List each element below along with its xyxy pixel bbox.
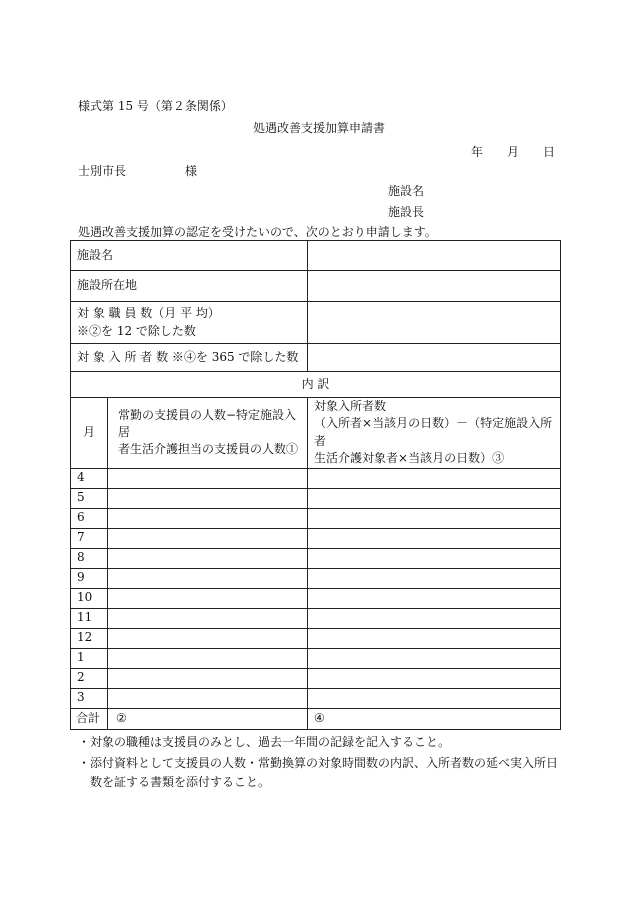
- table-row: [71, 488, 561, 508]
- breakdown-header-row: [71, 372, 561, 398]
- resident-cell[interactable]: [308, 608, 561, 628]
- month-cell: 8: [71, 548, 108, 568]
- total-staff-cell[interactable]: ②: [108, 708, 308, 729]
- month-cell: 6: [71, 508, 108, 528]
- date-year: 年: [471, 145, 484, 159]
- month-cell: 10: [71, 588, 108, 608]
- table-row: [71, 528, 561, 548]
- resident-cell[interactable]: [308, 688, 561, 708]
- month-cell: 12: [71, 628, 108, 648]
- resident-cell[interactable]: [308, 488, 561, 508]
- table-row: [71, 568, 561, 588]
- staff-cell[interactable]: [108, 568, 308, 588]
- staff-cell[interactable]: [108, 468, 308, 488]
- resident-column-header-line3: 生活介護対象者×当該月の日数）③: [314, 451, 505, 466]
- resident-cell[interactable]: [308, 648, 561, 668]
- facility-address-field[interactable]: [308, 271, 561, 302]
- staff-count-row: [71, 302, 561, 344]
- resident-cell[interactable]: [308, 668, 561, 688]
- month-column-header: 月: [71, 398, 108, 469]
- month-cell: 11: [71, 608, 108, 628]
- table-row: [71, 648, 561, 668]
- column-header-row: [71, 398, 561, 469]
- resident-cell[interactable]: [308, 548, 561, 568]
- application-table: [70, 240, 561, 730]
- staff-count-label: [71, 302, 308, 344]
- table-row: [71, 688, 561, 708]
- honorific: 様: [185, 164, 198, 178]
- table-row: [71, 468, 561, 488]
- note-item: ・添付資料として支援員の人数・常勤換算の対象時間数の内訳、入所者数の延べ実入所日数を証する書類を添付すること。: [78, 756, 559, 789]
- resident-count-field[interactable]: [308, 344, 561, 372]
- resident-column-header: [308, 398, 561, 469]
- table-row: [71, 668, 561, 688]
- facility-name-field[interactable]: [308, 241, 561, 271]
- month-cell: 5: [71, 488, 108, 508]
- total-resident-cell[interactable]: ④: [308, 708, 561, 729]
- staff-count-label-line1: 対 象 職 員 数（月 平 均）: [77, 306, 220, 321]
- staff-cell[interactable]: [108, 688, 308, 708]
- date-month: 月: [507, 145, 520, 159]
- month-cell: 1: [71, 648, 108, 668]
- facility-address-label: 施設所在地: [71, 271, 308, 302]
- staff-cell[interactable]: [108, 528, 308, 548]
- applicant-facility-head-label: 施設長: [388, 205, 425, 219]
- month-cell: 7: [71, 528, 108, 548]
- total-row: [71, 708, 561, 729]
- staff-cell[interactable]: [108, 548, 308, 568]
- staff-cell[interactable]: [108, 488, 308, 508]
- resident-cell[interactable]: [308, 568, 561, 588]
- date-day: 日: [543, 145, 556, 159]
- resident-count-row: [71, 344, 561, 372]
- table-row: [71, 508, 561, 528]
- total-label: 合計: [71, 708, 108, 729]
- facility-address-row: [71, 271, 561, 302]
- form-number: 様式第 15 号（第２条関係）: [78, 99, 233, 113]
- month-cell: 4: [71, 468, 108, 488]
- note-item: ・対象の職種は支援員のみとし、過去一年間の記録を記入すること。: [78, 735, 451, 749]
- resident-column-header-line2: （入所者×当該月の日数）－（特定施設入所者: [314, 416, 553, 448]
- breakdown-header: 内 訳: [71, 372, 561, 398]
- resident-cell[interactable]: [308, 468, 561, 488]
- month-cell: 9: [71, 568, 108, 588]
- staff-cell[interactable]: [108, 628, 308, 648]
- staff-count-label-line2: ※②を 12 で除した数: [77, 323, 196, 338]
- resident-cell[interactable]: [308, 528, 561, 548]
- staff-column-header: [108, 398, 308, 469]
- resident-cell[interactable]: [308, 628, 561, 648]
- intro-text: 処遇改善支援加算の認定を受けたいので、次のとおり申請します。: [78, 225, 437, 239]
- table-row: [71, 588, 561, 608]
- document-title: 処遇改善支援加算申請書: [253, 121, 386, 135]
- staff-cell[interactable]: [108, 588, 308, 608]
- notes: [78, 733, 558, 794]
- table-row: [71, 548, 561, 568]
- table-row: [71, 608, 561, 628]
- resident-cell[interactable]: [308, 508, 561, 528]
- month-cell: 2: [71, 668, 108, 688]
- staff-column-header-line2: 者生活介護担当の支援員の人数①: [118, 442, 299, 457]
- staff-count-field[interactable]: [308, 302, 561, 344]
- facility-name-row: [71, 241, 561, 271]
- resident-cell[interactable]: [308, 588, 561, 608]
- resident-count-label: 対 象 入 所 者 数 ※④を 365 で除した数: [71, 344, 308, 372]
- facility-name-label: 施設名: [71, 241, 308, 271]
- table-row: [71, 628, 561, 648]
- staff-column-header-line1: 常勤の支援員の人数−特定施設入居: [118, 407, 297, 440]
- staff-cell[interactable]: [108, 648, 308, 668]
- staff-cell[interactable]: [108, 608, 308, 628]
- applicant-facility-name-label: 施設名: [388, 184, 425, 198]
- resident-column-header-line1: 対象入所者数: [314, 399, 387, 413]
- staff-cell[interactable]: [108, 508, 308, 528]
- month-cell: 3: [71, 688, 108, 708]
- addressee: 士別市長: [78, 164, 127, 178]
- staff-cell[interactable]: [108, 668, 308, 688]
